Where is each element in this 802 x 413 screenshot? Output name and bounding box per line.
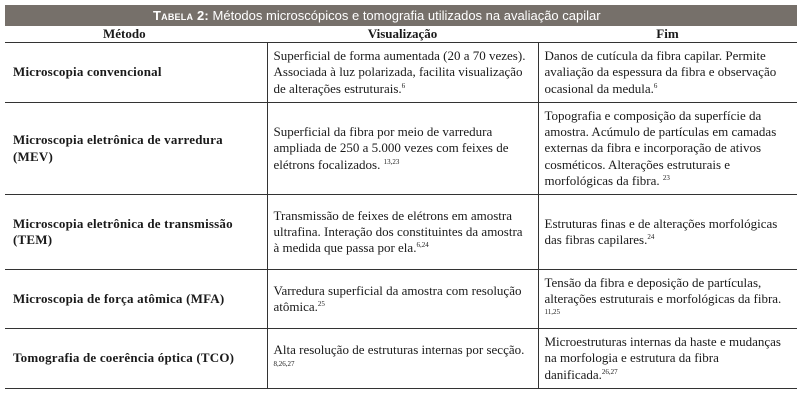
visualization-reference: 25 [317, 300, 325, 308]
table-container [5, 5, 797, 389]
visualization-cell [267, 43, 538, 103]
table-row [5, 195, 797, 270]
visualization-reference: 13,23 [383, 157, 400, 166]
purpose-cell [538, 43, 797, 103]
purpose-cell [538, 270, 797, 329]
visualization-text: Transmissão de feixes de elétrons em amostra ultrafina. Interação dos constituintes da amostra à medida que passa por ela. [273, 207, 523, 256]
methods-table [5, 26, 797, 389]
visualization-cell [267, 329, 538, 389]
header-metodo: Método [5, 26, 267, 43]
method-cell: Microscopia convencional [5, 43, 267, 103]
table-title-text: Métodos microscópicos e tomografia utilizados na avaliação capilar [208, 8, 601, 23]
purpose-reference: 11,25 [544, 308, 560, 317]
purpose-text: Microestruturas internas da haste e mudanças na morfologia e estrutura da fibra danificada. [544, 334, 781, 382]
purpose-text: Tensão da fibra e deposição de partículas, alterações estruturais e morfológicas da fibra. [544, 274, 782, 306]
purpose-reference: 23 [662, 173, 670, 182]
visualization-reference: 6 [401, 81, 406, 90]
method-cell: Tomografia de coerência óptica (TCO) [5, 329, 267, 389]
table-row [5, 43, 797, 103]
method-cell: Microscopia eletrônica de transmissão (TEM) [5, 195, 267, 270]
table-row [5, 103, 797, 195]
purpose-text: Estruturas finas e de alterações morfológicas das fibras capilares. [544, 215, 778, 247]
purpose-text: Topografia e composição da superfície da amostra. Acúmulo de partículas em camadas externas da fibra e incorporação de ativos cosméticos. Alterações estruturais e morfológicas da fibra. [544, 107, 777, 188]
method-cell: Microscopia de força atômica (MFA) [5, 270, 267, 329]
purpose-reference: 6 [653, 81, 658, 90]
table-row [5, 329, 797, 389]
header-row [5, 26, 797, 43]
purpose-cell [538, 329, 797, 389]
header-visualizacao: Visualização [267, 26, 538, 43]
visualization-text: Varredura superficial da amostra com resolução atômica. [273, 282, 522, 314]
table-title [5, 5, 797, 26]
purpose-cell [538, 195, 797, 270]
visualization-cell [267, 195, 538, 270]
purpose-cell [538, 103, 797, 195]
visualization-reference: 6,24 [416, 241, 429, 250]
visualization-reference: 8,26,27 [273, 359, 295, 368]
purpose-text: Danos de cutícula da fibra capilar. Permite avaliação da espessura da fibra e observação ocasional da medula. [544, 48, 777, 96]
visualization-text: Alta resolução de estruturas internas por secção. [273, 342, 525, 358]
method-cell: Microscopia eletrônica de varredura (MEV) [5, 103, 267, 195]
header-fim: Fim [538, 26, 797, 43]
visualization-text: Superficial de forma aumentada (20 a 70 vezes). Associada à luz polarizada, facilita visualização de alterações estruturais. [273, 48, 526, 96]
purpose-reference: 26,27 [601, 367, 618, 376]
table-title-label: Tabela 2: [153, 8, 209, 23]
visualization-cell [267, 270, 538, 329]
visualization-cell [267, 103, 538, 195]
table-row [5, 270, 797, 329]
visualization-text: Superficial da fibra por meio de varredura ampliada de 250 a 5.000 vezes com feixes de elétrons focalizados. [273, 124, 509, 172]
purpose-reference: 24 [647, 233, 655, 241]
